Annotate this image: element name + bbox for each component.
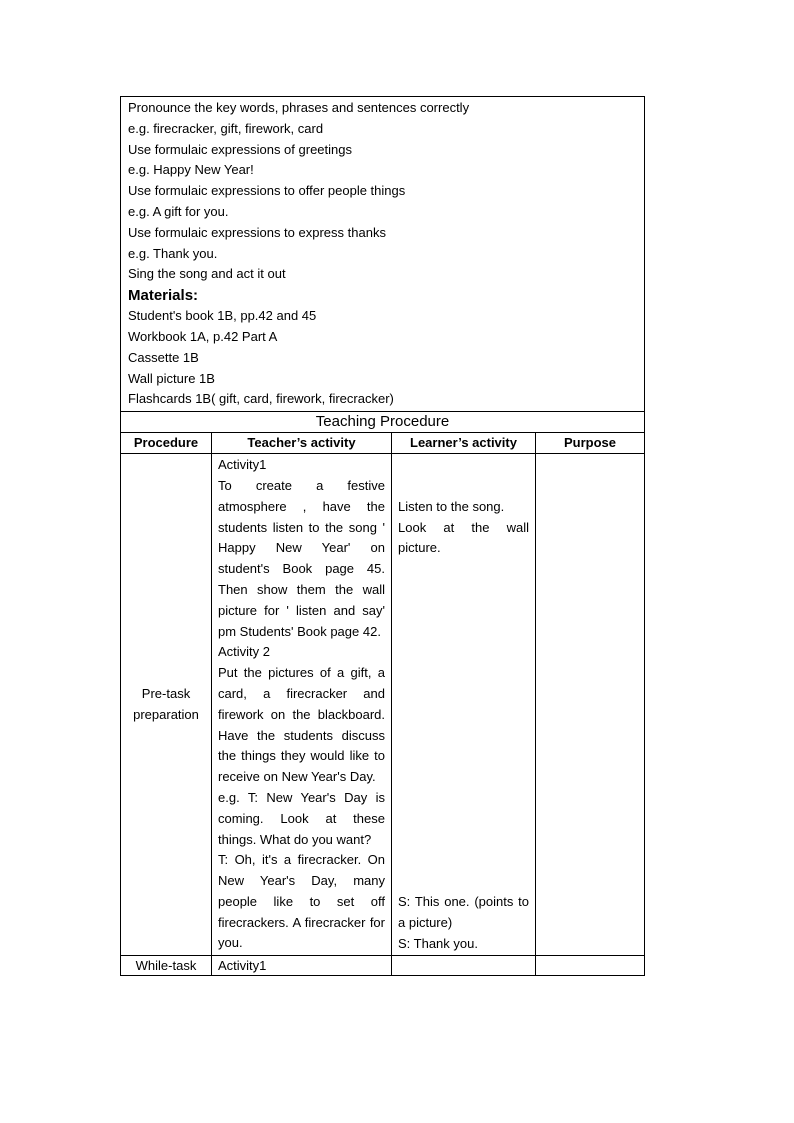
purpose-cell (536, 454, 645, 956)
material-item: Workbook 1A, p.42 Part A (128, 328, 278, 344)
activity-label: Activity1 (218, 457, 267, 473)
material-item: Flashcards 1B( gift, card, firework, firecracker) (128, 391, 394, 407)
table-row (121, 454, 645, 956)
learner-line: S: This one. (points to a picture) (398, 893, 529, 930)
objectives-cell (121, 97, 645, 412)
objective-line: e.g. Thank you. (128, 245, 218, 261)
teaching-procedure-title: Teaching Procedure (121, 412, 645, 433)
learner-line: Listen to the song. (398, 498, 505, 514)
table-row (121, 956, 645, 976)
dialogue-example: T: Oh, it's a firecracker. On New Year's Day, many people like to set off firecrackers. A firecracker for you. (218, 852, 385, 951)
spacer (398, 559, 529, 892)
learner-activity-cell (392, 454, 536, 956)
activity-text: To create a festive atmosphere , have the students listen to the song ' Happy New Year' on student's Book page 45. Then show them the wall picture for ' listen and say' pm Students' Book page 42. (218, 477, 385, 639)
header-teacher-activity: Teacher’s activity (212, 433, 392, 454)
objective-line: Sing the song and act it out (128, 266, 286, 282)
dialogue-example: e.g. T: New Year's Day is coming. Look at these things. What do you want? (218, 789, 385, 847)
material-item: Wall picture 1B (128, 370, 215, 386)
objective-line: Use formulaic expressions to express thanks (128, 224, 386, 240)
objective-line: Use formulaic expressions of greetings (128, 141, 352, 157)
activity-label: Activity 2 (218, 644, 271, 660)
header-row (121, 433, 645, 454)
materials-heading: Materials: (128, 287, 199, 305)
learner-line: S: Thank you. (398, 935, 478, 951)
learner-line: Look at the wall picture. (398, 519, 529, 556)
header-procedure: Procedure (121, 433, 212, 454)
objective-line: e.g. A gift for you. (128, 203, 229, 219)
lesson-plan-page (120, 96, 644, 976)
procedure-cell: Pre-task preparation (121, 454, 212, 956)
teacher-activity-cell (212, 454, 392, 956)
teacher-activity-cell: Activity1 (212, 956, 392, 976)
title-row (121, 412, 645, 433)
lesson-plan-table (120, 96, 645, 976)
learner-activity-cell (392, 956, 536, 976)
material-item: Cassette 1B (128, 349, 199, 365)
objective-line: Use formulaic expressions to offer people things (128, 183, 406, 199)
objective-line: e.g. Happy New Year! (128, 162, 254, 178)
purpose-cell (536, 956, 645, 976)
spacer (398, 455, 529, 497)
objective-line: Pronounce the key words, phrases and sentences correctly (128, 100, 470, 115)
procedure-cell: While-task (121, 956, 212, 976)
activity-text: Put the pictures of a gift, a card, a firecracker and firework on the blackboard. Have the students discuss the things they would like to receive on New Year's Day. (218, 665, 385, 785)
objectives-row (121, 97, 645, 412)
header-purpose: Purpose (536, 433, 645, 454)
header-learner-activity: Learner’s activity (392, 433, 536, 454)
material-item: Student's book 1B, pp.42 and 45 (128, 308, 317, 324)
objective-line: e.g. firecracker, gift, firework, card (128, 120, 324, 136)
